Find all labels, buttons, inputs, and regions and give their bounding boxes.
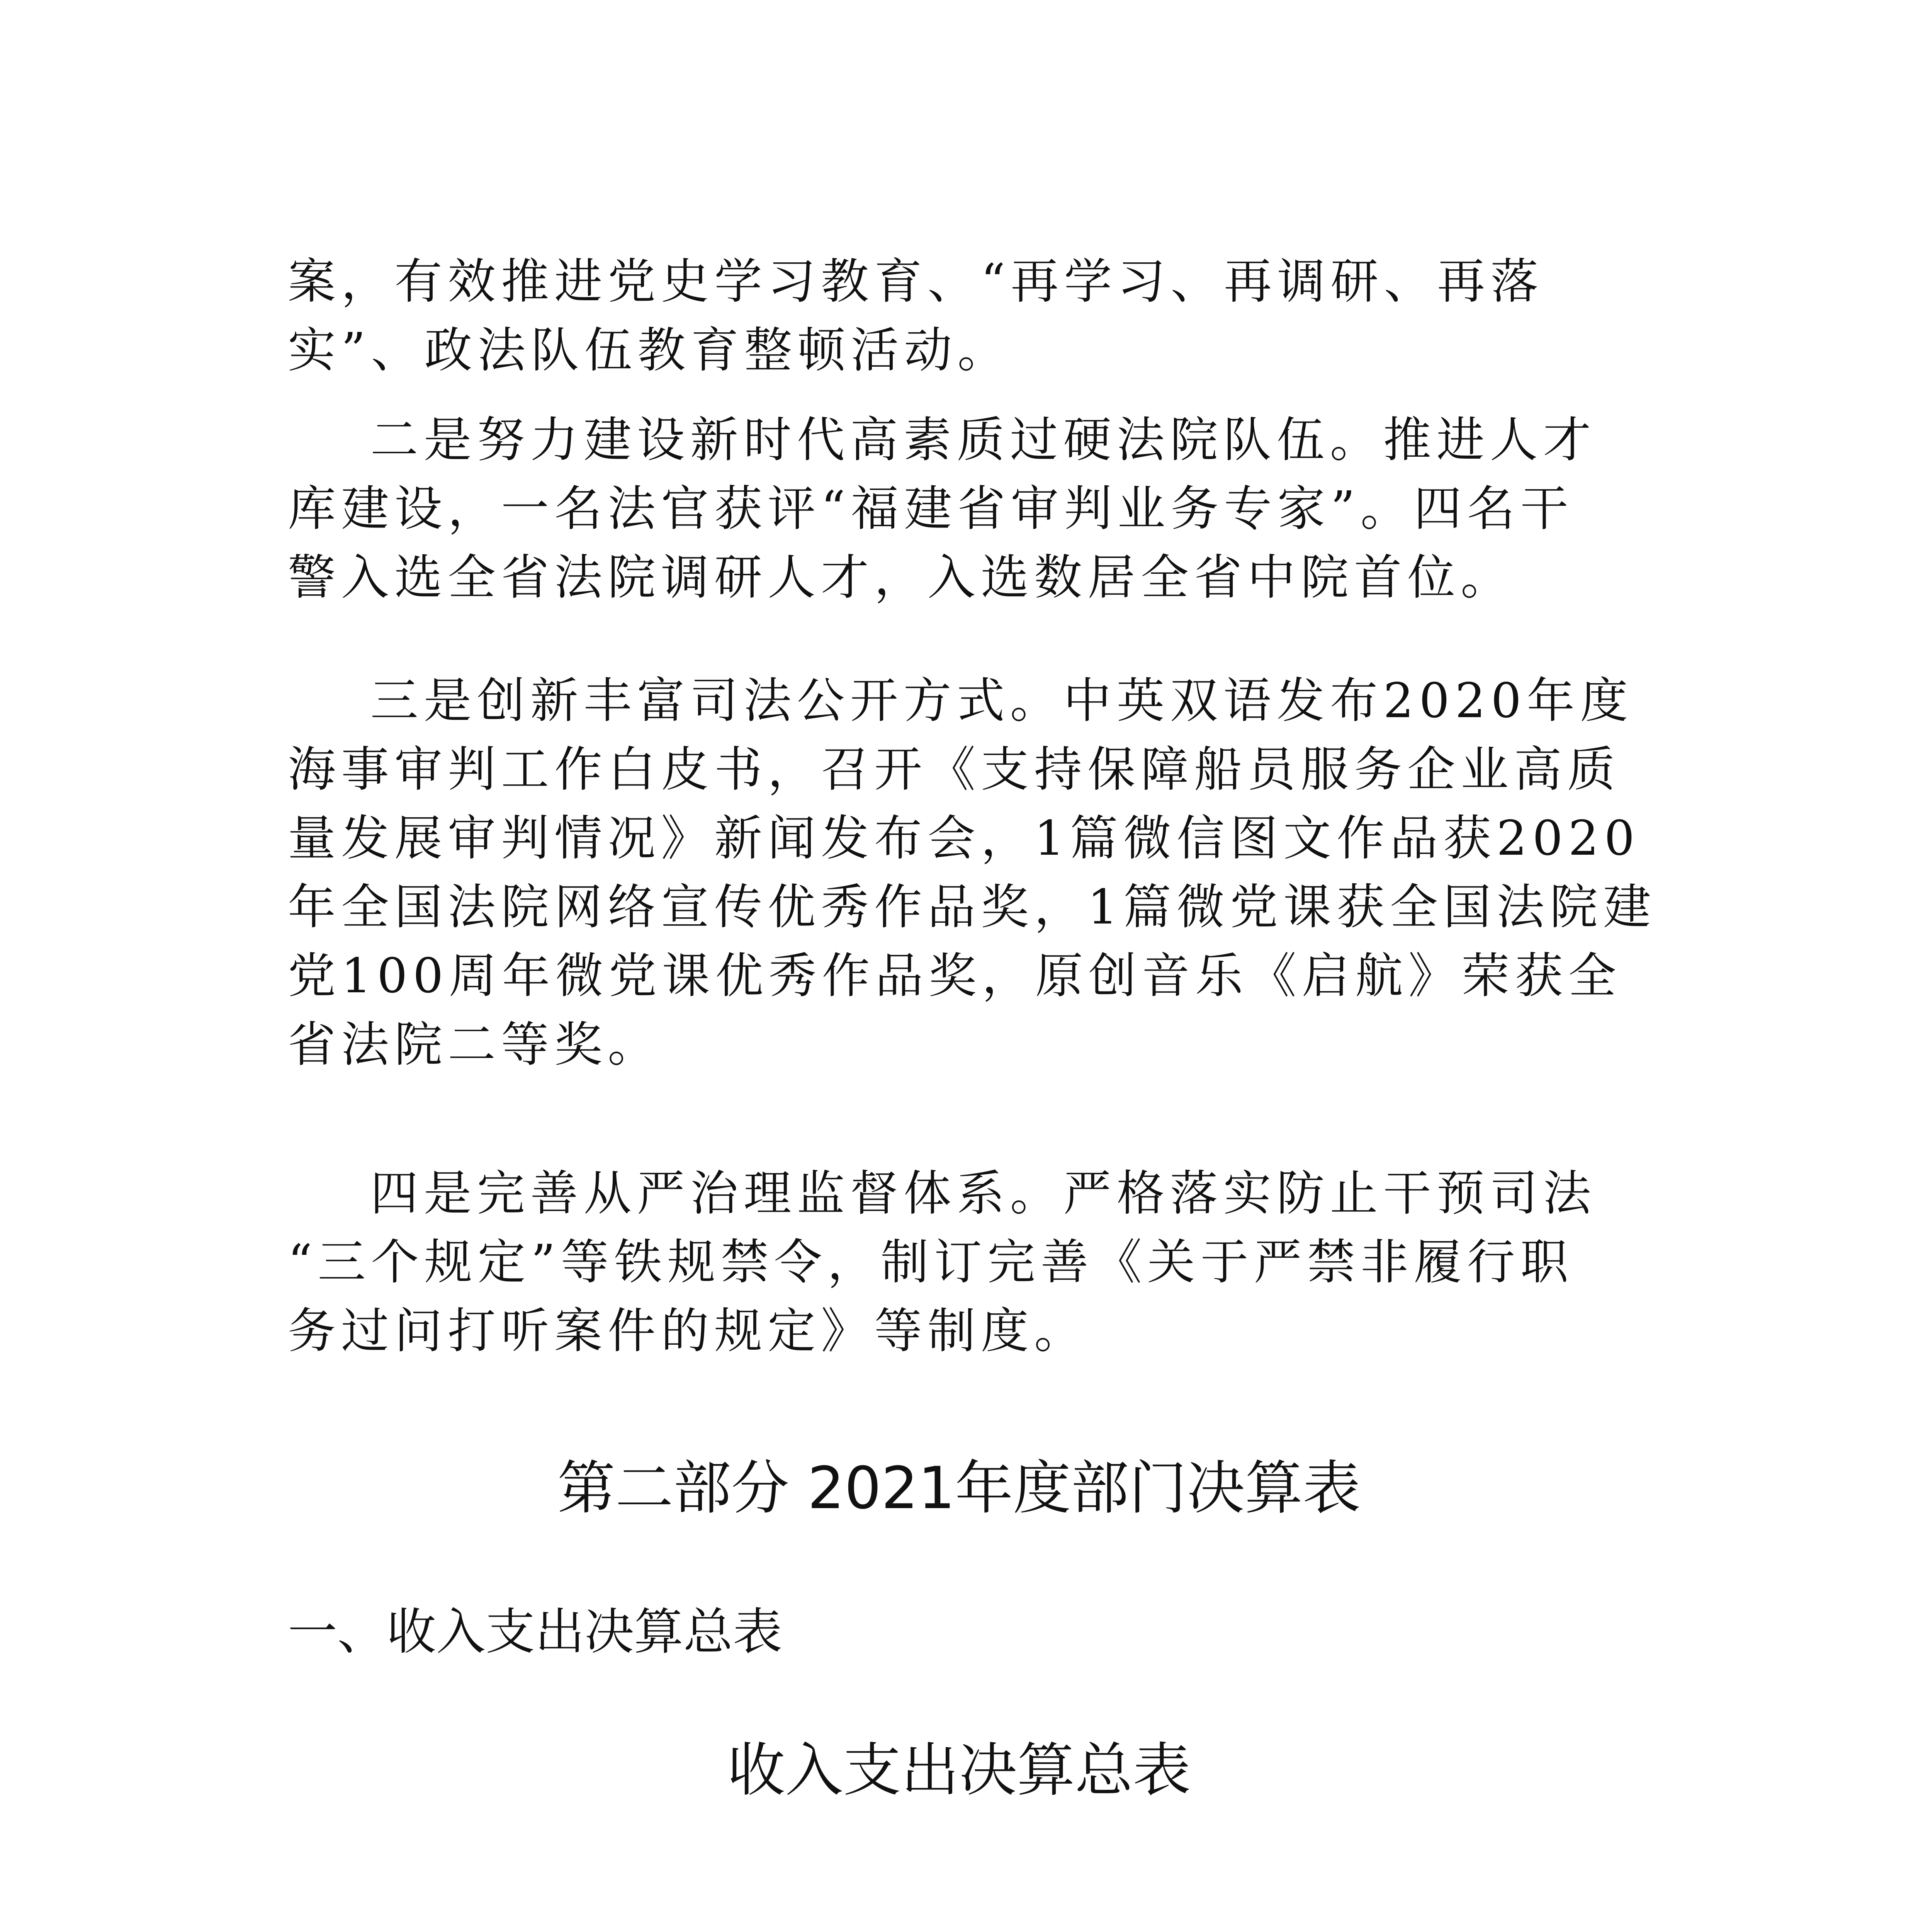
part-title: 第二部分 2021年度部门决算表 <box>557 1455 1361 1522</box>
paragraph-4 <box>288 1159 1628 1366</box>
text-line: “三个规定”等铁规禁令，制订完善《关于严禁非履行职 <box>288 1235 1574 1290</box>
text-line: 二是努力建设新时代高素质过硬法院队伍。推进人才 <box>288 412 1597 468</box>
section-title: 一、收入支出决算总表 <box>288 1603 783 1661</box>
table-title: 收入支出决算总表 <box>727 1737 1191 1804</box>
paragraph-1 <box>288 247 1628 385</box>
text-line: 务过问打听案件的规定》等制度。 <box>288 1303 1088 1359</box>
text-line: 警入选全省法院调研人才，入选数居全省中院首位。 <box>288 550 1514 605</box>
text-line: 三是创新丰富司法公开方式。中英双语发布2020年度 <box>288 673 1634 729</box>
text-line: 量发展审判情况》新闻发布会，1篇微信图文作品获2020 <box>288 811 1640 866</box>
text-line: 库建设，一名法官获评“福建省审判业务专家”。四名干 <box>288 481 1574 537</box>
text-line: 党100周年微党课优秀作品奖，原创音乐《启航》荣获全 <box>288 948 1622 1004</box>
text-line: 海事审判工作白皮书，召开《支持保障船员服务企业高质 <box>288 742 1621 798</box>
text-line: 实”、政法队伍教育整顿活动。 <box>288 323 1011 378</box>
text-line: 年全国法院网络宣传优秀作品奖，1篇微党课获全国法院建 <box>288 879 1656 935</box>
text-line: 省法院二等奖。 <box>288 1017 661 1073</box>
paragraph-3 <box>288 667 1656 1079</box>
paragraph-2 <box>288 406 1628 612</box>
text-line: 案，有效推进党史学习教育、“再学习、再调研、再落 <box>288 254 1544 310</box>
text-line: 四是完善从严治理监督体系。严格落实防止干预司法 <box>288 1166 1597 1221</box>
